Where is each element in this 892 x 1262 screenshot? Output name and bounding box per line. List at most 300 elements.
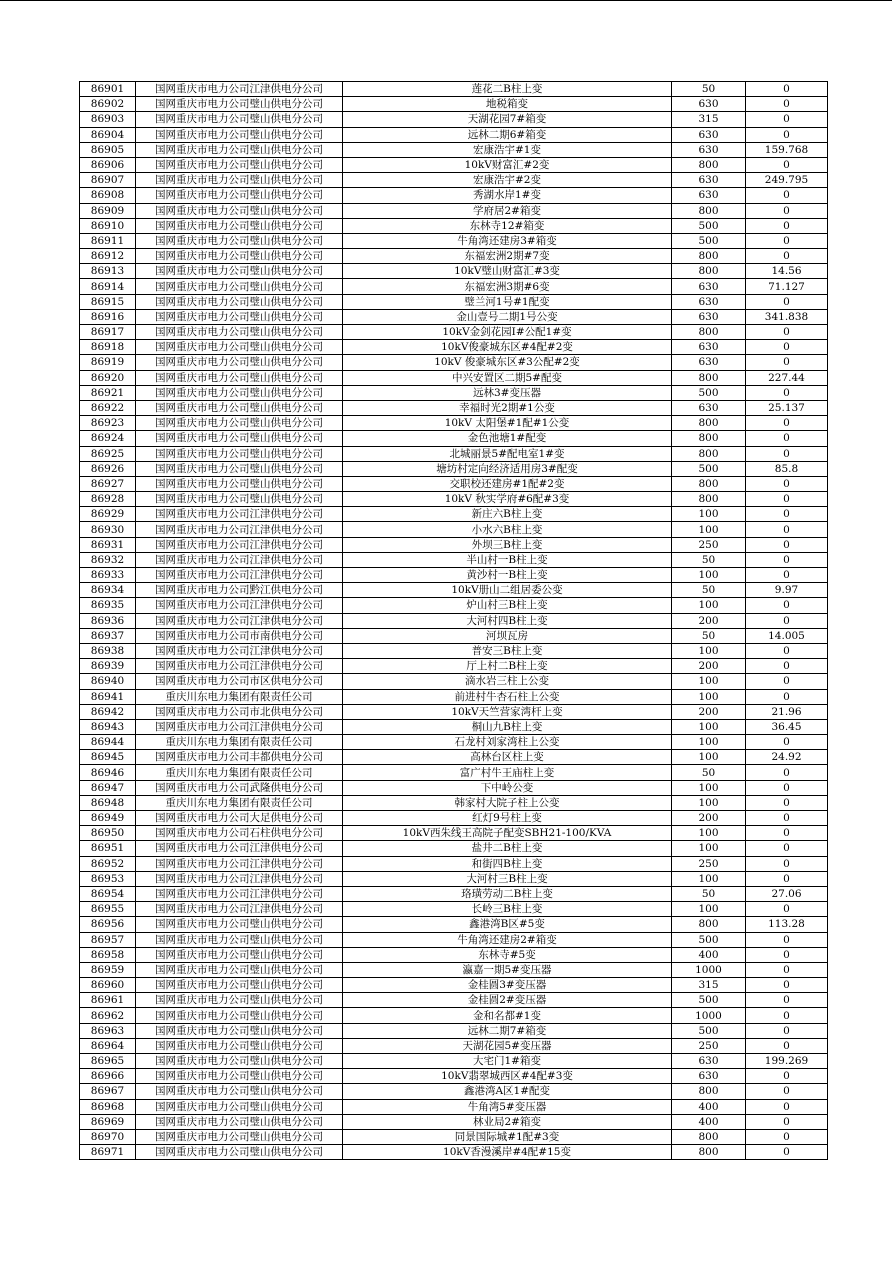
record-id-cell: 86961: [80, 993, 136, 1008]
capacity-cell: 630: [672, 400, 746, 415]
record-id-cell: 86964: [80, 1038, 136, 1053]
transformer-name-cell: 大河村三B柱上变: [343, 871, 672, 886]
transformer-name-cell: 10kV天竺营家湾杆上变: [343, 704, 672, 719]
record-id-cell: 86951: [80, 841, 136, 856]
transformer-name-cell: 河坝瓦房: [343, 628, 672, 643]
record-id-cell: 86936: [80, 613, 136, 628]
transformer-name-cell: 学府居2#箱变: [343, 203, 672, 218]
value-cell: 0: [746, 1023, 828, 1038]
capacity-cell: 630: [672, 340, 746, 355]
value-cell: 0: [746, 188, 828, 203]
capacity-cell: 800: [672, 416, 746, 431]
transformer-name-cell: 远林二期7#箱变: [343, 1023, 672, 1038]
value-cell: 0: [746, 856, 828, 871]
capacity-cell: 630: [672, 127, 746, 142]
value-cell: 0: [746, 507, 828, 522]
capacity-cell: 630: [672, 309, 746, 324]
table-row: [80, 492, 828, 507]
record-id-cell: 86935: [80, 598, 136, 613]
transformer-name-cell: 厅上村二B柱上变: [343, 659, 672, 674]
value-cell: 0: [746, 826, 828, 841]
table-row: [80, 1038, 828, 1053]
record-id-cell: 86963: [80, 1023, 136, 1038]
capacity-cell: 800: [672, 431, 746, 446]
value-cell: 0: [746, 112, 828, 127]
capacity-cell: 800: [672, 1129, 746, 1144]
value-cell: 0: [746, 431, 828, 446]
table-row: [80, 249, 828, 264]
transformer-name-cell: 鑫港湾A区1#配变: [343, 1084, 672, 1099]
capacity-cell: 500: [672, 461, 746, 476]
company-cell: 国网重庆市电力公司璧山供电分公司: [136, 97, 343, 112]
value-cell: 0: [746, 1084, 828, 1099]
capacity-cell: 100: [672, 643, 746, 658]
record-id-cell: 86966: [80, 1069, 136, 1084]
value-cell: 0: [746, 1114, 828, 1129]
capacity-cell: 100: [672, 598, 746, 613]
company-cell: 国网重庆市电力公司江津供电分公司: [136, 841, 343, 856]
company-cell: 国网重庆市电力公司璧山供电分公司: [136, 1008, 343, 1023]
company-cell: 国网重庆市电力公司璧山供电分公司: [136, 188, 343, 203]
value-cell: 0: [746, 811, 828, 826]
table-row: [80, 628, 828, 643]
capacity-cell: 800: [672, 325, 746, 340]
capacity-cell: 630: [672, 294, 746, 309]
company-cell: 国网重庆市电力公司黔江供电分公司: [136, 583, 343, 598]
company-cell: 国网重庆市电力公司璧山供电分公司: [136, 1038, 343, 1053]
record-id-cell: 86944: [80, 735, 136, 750]
table-row: [80, 735, 828, 750]
table-row: [80, 294, 828, 309]
capacity-cell: 100: [672, 689, 746, 704]
value-cell: 0: [746, 127, 828, 142]
transformer-table: [79, 81, 828, 1160]
company-cell: 重庆川东电力集团有限责任公司: [136, 765, 343, 780]
value-cell: 24.92: [746, 750, 828, 765]
transformer-name-cell: 瀛嘉一期5#变压器: [343, 962, 672, 977]
table-row: [80, 856, 828, 871]
transformer-name-cell: 金桂圆2#变压器: [343, 993, 672, 1008]
transformer-name-cell: 长岭三B柱上变: [343, 902, 672, 917]
capacity-cell: 800: [672, 476, 746, 491]
capacity-cell: 630: [672, 1069, 746, 1084]
value-cell: 0: [746, 340, 828, 355]
record-id-cell: 86956: [80, 917, 136, 932]
company-cell: 国网重庆市电力公司江津供电分公司: [136, 552, 343, 567]
record-id-cell: 86901: [80, 82, 136, 97]
record-id-cell: 86968: [80, 1099, 136, 1114]
company-cell: 国网重庆市电力公司璧山供电分公司: [136, 431, 343, 446]
company-cell: 国网重庆市电力公司璧山供电分公司: [136, 1145, 343, 1160]
capacity-cell: 1000: [672, 1008, 746, 1023]
record-id-cell: 86914: [80, 279, 136, 294]
table-row: [80, 537, 828, 552]
value-cell: 14.56: [746, 264, 828, 279]
value-cell: 0: [746, 765, 828, 780]
company-cell: 国网重庆市电力公司璧山供电分公司: [136, 962, 343, 977]
table-row: [80, 1069, 828, 1084]
company-cell: 国网重庆市电力公司璧山供电分公司: [136, 1054, 343, 1069]
capacity-cell: 200: [672, 811, 746, 826]
transformer-name-cell: 10kV璧山财富汇#3变: [343, 264, 672, 279]
table-row: [80, 1023, 828, 1038]
capacity-cell: 1000: [672, 962, 746, 977]
transformer-name-cell: 富广村牛王庙柱上变: [343, 765, 672, 780]
record-id-cell: 86915: [80, 294, 136, 309]
record-id-cell: 86922: [80, 400, 136, 415]
value-cell: 0: [746, 1129, 828, 1144]
capacity-cell: 200: [672, 613, 746, 628]
record-id-cell: 86903: [80, 112, 136, 127]
transformer-name-cell: 外坝三B柱上变: [343, 537, 672, 552]
capacity-cell: 400: [672, 1099, 746, 1114]
table-row: [80, 1145, 828, 1160]
transformer-name-cell: 10kV翡翠城西区#4配#3变: [343, 1069, 672, 1084]
value-cell: 0: [746, 1069, 828, 1084]
page-top-rule: [0, 0, 892, 1]
table-row: [80, 340, 828, 355]
transformer-name-cell: 半山村一B柱上变: [343, 552, 672, 567]
record-id-cell: 86955: [80, 902, 136, 917]
record-id-cell: 86947: [80, 780, 136, 795]
value-cell: 0: [746, 568, 828, 583]
table-row: [80, 1114, 828, 1129]
capacity-cell: 800: [672, 370, 746, 385]
transformer-name-cell: 韩家村大院子柱上公变: [343, 795, 672, 810]
transformer-name-cell: 高林台区柱上变: [343, 750, 672, 765]
company-cell: 国网重庆市电力公司璧山供电分公司: [136, 1023, 343, 1038]
company-cell: 国网重庆市电力公司璧山供电分公司: [136, 233, 343, 248]
record-id-cell: 86932: [80, 552, 136, 567]
record-id-cell: 86918: [80, 340, 136, 355]
transformer-name-cell: 天湖花园7#箱变: [343, 112, 672, 127]
company-cell: 国网重庆市电力公司石柱供电分公司: [136, 826, 343, 841]
record-id-cell: 86931: [80, 537, 136, 552]
capacity-cell: 50: [672, 628, 746, 643]
capacity-cell: 100: [672, 719, 746, 734]
record-id-cell: 86905: [80, 142, 136, 157]
value-cell: 0: [746, 218, 828, 233]
table-row: [80, 385, 828, 400]
transformer-name-cell: 10kV财富汇#2变: [343, 157, 672, 172]
table-row: [80, 264, 828, 279]
company-cell: 国网重庆市电力公司璧山供电分公司: [136, 1129, 343, 1144]
transformer-name-cell: 10kV西朱线王高院子配变SBH21-100/KVA: [343, 826, 672, 841]
value-cell: 36.45: [746, 719, 828, 734]
value-cell: 249.795: [746, 173, 828, 188]
transformer-name-cell: 宏康浩宇#2变: [343, 173, 672, 188]
capacity-cell: 100: [672, 795, 746, 810]
capacity-cell: 100: [672, 568, 746, 583]
table-row: [80, 127, 828, 142]
company-cell: 国网重庆市电力公司江津供电分公司: [136, 643, 343, 658]
value-cell: 0: [746, 643, 828, 658]
transformer-name-cell: 天湖花园5#变压器: [343, 1038, 672, 1053]
table-row: [80, 233, 828, 248]
record-id-cell: 86945: [80, 750, 136, 765]
value-cell: 9.97: [746, 583, 828, 598]
record-id-cell: 86939: [80, 659, 136, 674]
value-cell: 0: [746, 97, 828, 112]
company-cell: 国网重庆市电力公司江津供电分公司: [136, 537, 343, 552]
table-row: [80, 173, 828, 188]
table-row: [80, 552, 828, 567]
value-cell: 113.28: [746, 917, 828, 932]
company-cell: 国网重庆市电力公司丰都供电分公司: [136, 750, 343, 765]
transformer-name-cell: 宏康浩宇#1变: [343, 142, 672, 157]
capacity-cell: 500: [672, 233, 746, 248]
transformer-name-cell: 石龙村刘家湾柱上公变: [343, 735, 672, 750]
capacity-cell: 100: [672, 780, 746, 795]
record-id-cell: 86930: [80, 522, 136, 537]
company-cell: 国网重庆市电力公司璧山供电分公司: [136, 340, 343, 355]
value-cell: 0: [746, 962, 828, 977]
company-cell: 国网重庆市电力公司璧山供电分公司: [136, 370, 343, 385]
company-cell: 国网重庆市电力公司江津供电分公司: [136, 719, 343, 734]
transformer-name-cell: 10kV香漫溪岸#4配#15变: [343, 1145, 672, 1160]
table-row: [80, 507, 828, 522]
value-cell: 0: [746, 82, 828, 97]
company-cell: 国网重庆市电力公司武隆供电分公司: [136, 780, 343, 795]
company-cell: 国网重庆市电力公司市南供电分公司: [136, 628, 343, 643]
company-cell: 国网重庆市电力公司大足供电分公司: [136, 811, 343, 826]
value-cell: 227.44: [746, 370, 828, 385]
capacity-cell: 100: [672, 735, 746, 750]
capacity-cell: 100: [672, 507, 746, 522]
value-cell: 0: [746, 294, 828, 309]
capacity-cell: 800: [672, 157, 746, 172]
capacity-cell: 400: [672, 1114, 746, 1129]
value-cell: 0: [746, 355, 828, 370]
transformer-name-cell: 10kV 俊豪城东区#3公配#2变: [343, 355, 672, 370]
value-cell: 14.005: [746, 628, 828, 643]
transformer-name-cell: 中兴安置区二期5#配变: [343, 370, 672, 385]
record-id-cell: 86923: [80, 416, 136, 431]
value-cell: 0: [746, 598, 828, 613]
capacity-cell: 250: [672, 856, 746, 871]
capacity-cell: 630: [672, 97, 746, 112]
table-row: [80, 370, 828, 385]
capacity-cell: 50: [672, 765, 746, 780]
capacity-cell: 800: [672, 264, 746, 279]
company-cell: 国网重庆市电力公司璧山供电分公司: [136, 309, 343, 324]
table-row: [80, 719, 828, 734]
value-cell: 0: [746, 203, 828, 218]
capacity-cell: 315: [672, 978, 746, 993]
value-cell: 0: [746, 993, 828, 1008]
transformer-name-cell: 大宅门1#箱变: [343, 1054, 672, 1069]
company-cell: 国网重庆市电力公司璧山供电分公司: [136, 294, 343, 309]
table-row: [80, 598, 828, 613]
capacity-cell: 200: [672, 659, 746, 674]
table-row: [80, 1008, 828, 1023]
capacity-cell: 800: [672, 249, 746, 264]
company-cell: 国网重庆市电力公司市北供电分公司: [136, 704, 343, 719]
transformer-name-cell: 鑫港湾B区#5变: [343, 917, 672, 932]
table-row: [80, 613, 828, 628]
value-cell: 0: [746, 537, 828, 552]
transformer-name-cell: 东林寺12#箱变: [343, 218, 672, 233]
record-id-cell: 86954: [80, 886, 136, 901]
table-row: [80, 1084, 828, 1099]
transformer-name-cell: 塘坊村定向经济适用房3#配变: [343, 461, 672, 476]
value-cell: 0: [746, 978, 828, 993]
table-row: [80, 902, 828, 917]
transformer-name-cell: 小水六B柱上变: [343, 522, 672, 537]
capacity-cell: 100: [672, 826, 746, 841]
table-row: [80, 157, 828, 172]
transformer-name-cell: 滴水岩三柱上公变: [343, 674, 672, 689]
capacity-cell: 50: [672, 886, 746, 901]
value-cell: 71.127: [746, 279, 828, 294]
company-cell: 国网重庆市电力公司璧山供电分公司: [136, 947, 343, 962]
table-row: [80, 659, 828, 674]
value-cell: 0: [746, 932, 828, 947]
company-cell: 国网重庆市电力公司璧山供电分公司: [136, 1099, 343, 1114]
capacity-cell: 100: [672, 841, 746, 856]
table-row: [80, 203, 828, 218]
company-cell: 国网重庆市电力公司璧山供电分公司: [136, 917, 343, 932]
capacity-cell: 100: [672, 522, 746, 537]
table-row: [80, 765, 828, 780]
transformer-name-cell: 盐井二B柱上变: [343, 841, 672, 856]
capacity-cell: 50: [672, 552, 746, 567]
record-id-cell: 86929: [80, 507, 136, 522]
company-cell: 国网重庆市电力公司璧山供电分公司: [136, 325, 343, 340]
value-cell: 0: [746, 385, 828, 400]
capacity-cell: 800: [672, 492, 746, 507]
transformer-name-cell: 北城丽景5#配电室1#变: [343, 446, 672, 461]
transformer-name-cell: 林业局2#箱变: [343, 1114, 672, 1129]
record-id-cell: 86926: [80, 461, 136, 476]
value-cell: 25.137: [746, 400, 828, 415]
transformer-name-cell: 幸福时光2期#1公变: [343, 400, 672, 415]
transformer-name-cell: 普安三B柱上变: [343, 643, 672, 658]
record-id-cell: 86908: [80, 188, 136, 203]
table-row: [80, 978, 828, 993]
value-cell: 27.06: [746, 886, 828, 901]
value-cell: 0: [746, 325, 828, 340]
value-cell: 0: [746, 446, 828, 461]
transformer-name-cell: 牛角湾5#变压器: [343, 1099, 672, 1114]
transformer-name-cell: 金山壹号二期1号公变: [343, 309, 672, 324]
capacity-cell: 800: [672, 446, 746, 461]
value-cell: 0: [746, 416, 828, 431]
record-id-cell: 86971: [80, 1145, 136, 1160]
company-cell: 国网重庆市电力公司璧山供电分公司: [136, 218, 343, 233]
capacity-cell: 630: [672, 279, 746, 294]
value-cell: 21.96: [746, 704, 828, 719]
transformer-name-cell: 下中岭公变: [343, 780, 672, 795]
company-cell: 国网重庆市电力公司璧山供电分公司: [136, 355, 343, 370]
transformer-name-cell: 东林寺#5变: [343, 947, 672, 962]
table-row: [80, 704, 828, 719]
record-id-cell: 86943: [80, 719, 136, 734]
record-id-cell: 86950: [80, 826, 136, 841]
company-cell: 国网重庆市电力公司璧山供电分公司: [136, 203, 343, 218]
record-id-cell: 86934: [80, 583, 136, 598]
table-row: [80, 780, 828, 795]
transformer-name-cell: 大河村四B柱上变: [343, 613, 672, 628]
value-cell: 341.838: [746, 309, 828, 324]
transformer-name-cell: 10kV册山二组居委公变: [343, 583, 672, 598]
transformer-name-cell: 远林二期6#箱变: [343, 127, 672, 142]
record-id-cell: 86933: [80, 568, 136, 583]
record-id-cell: 86904: [80, 127, 136, 142]
record-id-cell: 86928: [80, 492, 136, 507]
company-cell: 国网重庆市电力公司江津供电分公司: [136, 659, 343, 674]
value-cell: 85.8: [746, 461, 828, 476]
transformer-name-cell: 前进村牛杏石柱上公变: [343, 689, 672, 704]
company-cell: 国网重庆市电力公司江津供电分公司: [136, 598, 343, 613]
value-cell: 0: [746, 1008, 828, 1023]
table-row: [80, 82, 828, 97]
company-cell: 国网重庆市电力公司璧山供电分公司: [136, 1084, 343, 1099]
capacity-cell: 250: [672, 537, 746, 552]
capacity-cell: 400: [672, 947, 746, 962]
value-cell: 0: [746, 674, 828, 689]
company-cell: 国网重庆市电力公司江津供电分公司: [136, 82, 343, 97]
company-cell: 国网重庆市电力公司江津供电分公司: [136, 886, 343, 901]
record-id-cell: 86940: [80, 674, 136, 689]
table-row: [80, 841, 828, 856]
company-cell: 重庆川东电力集团有限责任公司: [136, 689, 343, 704]
company-cell: 国网重庆市电力公司璧山供电分公司: [136, 476, 343, 491]
value-cell: 0: [746, 841, 828, 856]
company-cell: 国网重庆市电力公司璧山供电分公司: [136, 279, 343, 294]
transformer-name-cell: 璧兰河1号#1配变: [343, 294, 672, 309]
company-cell: 国网重庆市电力公司璧山供电分公司: [136, 127, 343, 142]
record-id-cell: 86958: [80, 947, 136, 962]
record-id-cell: 86938: [80, 643, 136, 658]
company-cell: 国网重庆市电力公司璧山供电分公司: [136, 142, 343, 157]
record-id-cell: 86946: [80, 765, 136, 780]
table-row: [80, 643, 828, 658]
value-cell: 0: [746, 249, 828, 264]
transformer-name-cell: 10kV俊豪城东区#4配#2变: [343, 340, 672, 355]
company-cell: 国网重庆市电力公司璧山供电分公司: [136, 993, 343, 1008]
table-row: [80, 1099, 828, 1114]
table-row: [80, 932, 828, 947]
transformer-name-cell: 远林3#变压器: [343, 385, 672, 400]
value-cell: 199.269: [746, 1054, 828, 1069]
record-id-cell: 86970: [80, 1129, 136, 1144]
value-cell: 0: [746, 522, 828, 537]
company-cell: 国网重庆市电力公司璧山供电分公司: [136, 400, 343, 415]
table-row: [80, 476, 828, 491]
company-cell: 国网重庆市电力公司璧山供电分公司: [136, 112, 343, 127]
record-id-cell: 86953: [80, 871, 136, 886]
company-cell: 重庆川东电力集团有限责任公司: [136, 795, 343, 810]
record-id-cell: 86919: [80, 355, 136, 370]
record-id-cell: 86969: [80, 1114, 136, 1129]
company-cell: 国网重庆市电力公司璧山供电分公司: [136, 978, 343, 993]
record-id-cell: 86921: [80, 385, 136, 400]
table-row: [80, 674, 828, 689]
table-row: [80, 400, 828, 415]
table-row: [80, 947, 828, 962]
value-cell: 0: [746, 157, 828, 172]
value-cell: 0: [746, 780, 828, 795]
table-row: [80, 871, 828, 886]
value-cell: 0: [746, 233, 828, 248]
capacity-cell: 100: [672, 674, 746, 689]
transformer-name-cell: 东福宏洲3期#6变: [343, 279, 672, 294]
company-cell: 国网重庆市电力公司璧山供电分公司: [136, 446, 343, 461]
transformer-name-cell: 珞璜劳动二B柱上变: [343, 886, 672, 901]
transformer-name-cell: 牛角湾还建房2#箱变: [343, 932, 672, 947]
record-id-cell: 86906: [80, 157, 136, 172]
